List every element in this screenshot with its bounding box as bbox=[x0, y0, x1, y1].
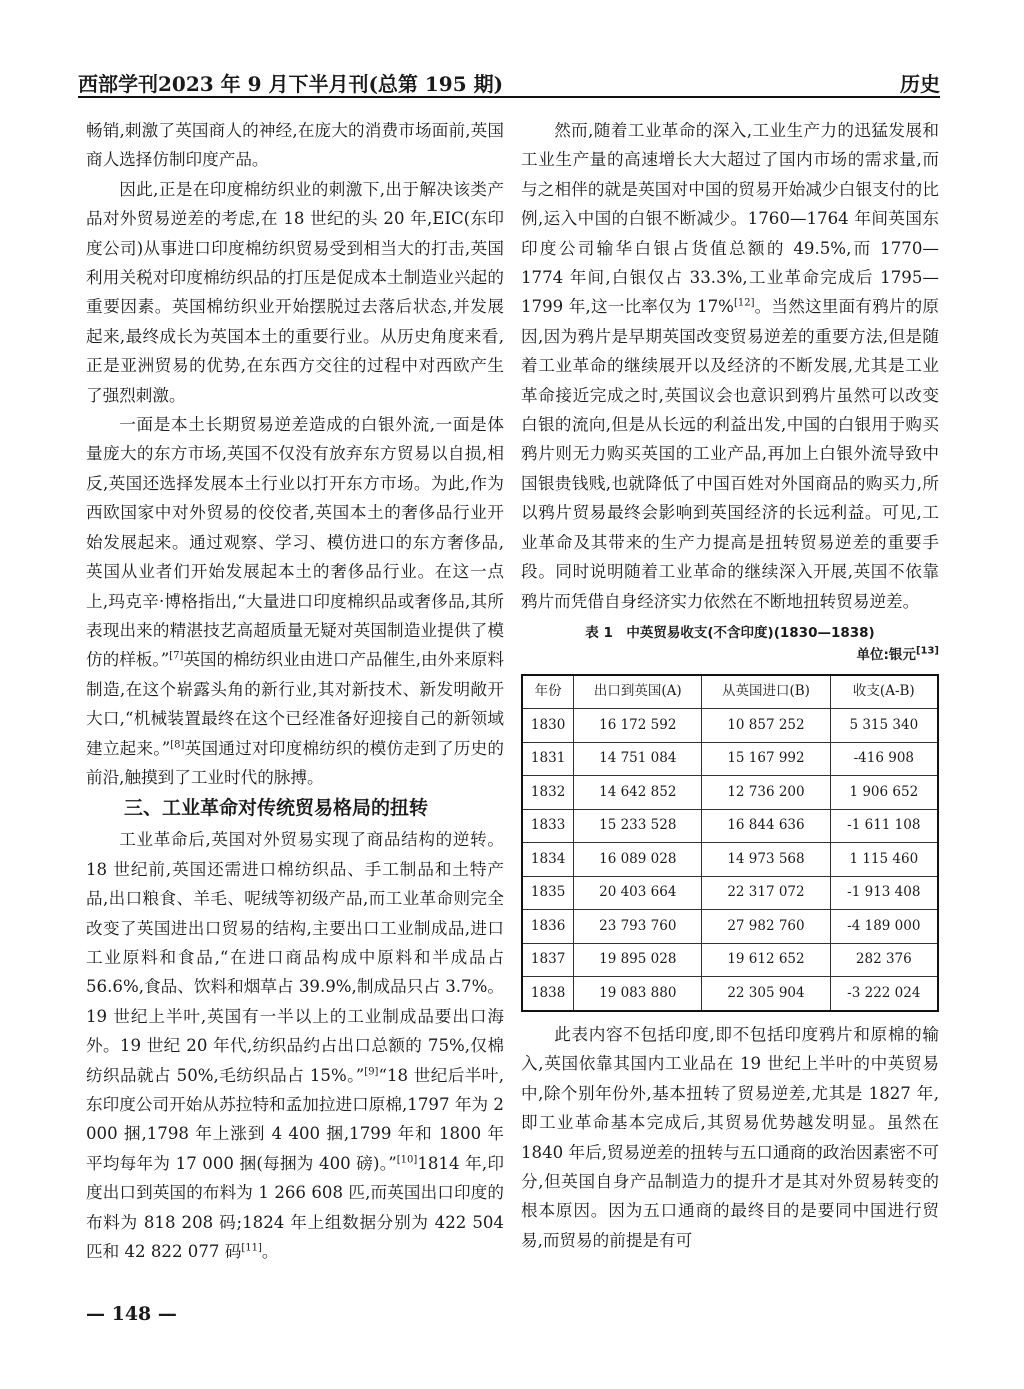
paragraph-text: 英国通过对印度棉纺织的模仿走到了历史的前沿,触摸到了工业时代的脉搏。 bbox=[86, 738, 505, 787]
table-cell: 22 305 904 bbox=[702, 977, 830, 1011]
citation-ref: [8] bbox=[170, 739, 185, 750]
paragraph-text: 1814 年,印度出口到英国的布料为 1 266 608 匹,而英国出口印度的布料为 818 208 码;1824 年上组数据分别为 422 504 匹和 42 822 077 码 bbox=[86, 1153, 504, 1262]
table-cell: -1 611 108 bbox=[830, 809, 938, 843]
table-cell: 5 315 340 bbox=[830, 709, 938, 743]
table-cell: -4 189 000 bbox=[830, 910, 938, 944]
section-label: 历史 bbox=[900, 72, 940, 96]
journal-title: 西部学刊2023 年 9 月下半月刊(总第 195 期) bbox=[78, 72, 504, 96]
paragraph: 畅销,刺激了英国商人的神经,在庞大的消费市场面前,英国商人选择仿制印度产品。 bbox=[86, 121, 504, 170]
table-cell: 1836 bbox=[522, 910, 574, 944]
table-cell: 1835 bbox=[522, 876, 574, 910]
table-cell: 1832 bbox=[522, 776, 574, 810]
table-cell: 1 906 652 bbox=[830, 776, 938, 810]
table-cell: 19 612 652 bbox=[702, 943, 830, 977]
paragraph-text: 然而,随着工业革命的深入,工业生产力的迅猛发展和工业生产量的高速增长大大超过了国内市场的需求量,而与之相伴的就是英国对中国的贸易开始减少白银支付的比例,运入中国的白银不断减少。1760—1764 年间英国东印度公司输华白银占货值总额的 49.5%,而 1770—1774 年间,白银仅占 33.3%,工业革命完成后 1795—1799 年,这一比率仅为 17% bbox=[521, 121, 939, 317]
table-row bbox=[522, 709, 938, 743]
citation-ref: [13] bbox=[915, 645, 939, 657]
table-cell: 10 857 252 bbox=[702, 709, 830, 743]
table-header-row bbox=[522, 675, 938, 709]
left-column bbox=[86, 116, 504, 1266]
table-row bbox=[522, 977, 938, 1011]
table-cell: 15 167 992 bbox=[702, 742, 830, 776]
table-cell: 282 376 bbox=[830, 943, 938, 977]
table-cell: 20 403 664 bbox=[574, 876, 702, 910]
table-cell: 1831 bbox=[522, 742, 574, 776]
table-cell: 1838 bbox=[522, 977, 574, 1011]
paragraph-text: 英国的棉纺织业由进口产品催生,由外来原料制造,在这个崭露头角的新行业,其对新技术、新发明敞开大口,“机械装置最终在这个已经准备好迎接自己的新领域建立起来。” bbox=[86, 650, 505, 758]
trade-balance-table bbox=[521, 674, 939, 1012]
citation-ref: [12] bbox=[733, 297, 755, 309]
table-cell: 15 233 528 bbox=[574, 809, 702, 843]
paragraph-text: 工业革命后,英国对外贸易实现了商品结构的逆转。18 世纪前,英国还需进口棉纺织品、手工制品和土特产品,出口粮食、羊毛、呢绒等初级产品,而工业革命则完全改变了英国进出口贸易的结构,主要出口工业制成品,进口工业原料和食品,“在进口商品构成中原料和半成品占 56.6%,食品、饮料和烟草占 39.9%,制成品只占 3.7%。19 世纪上半叶,英国有一半以上的工业制成品要出口海外。19 世纪 20 年代,纺织品约占出口总额的 75%,仅棉纺织品就占 50%,毛纺织品占 15%。” bbox=[86, 830, 504, 1085]
column-header: 出口到英国(A) bbox=[574, 675, 702, 709]
table-cell: -1 913 408 bbox=[830, 876, 938, 910]
table-caption: 表 1 中英贸易收支(不含印度)(1830—1838) bbox=[585, 624, 875, 641]
column-header: 收支(A-B) bbox=[830, 675, 938, 709]
table-cell: 14 642 852 bbox=[574, 776, 702, 810]
citation-ref: [11] bbox=[241, 1242, 262, 1254]
citation-ref: [9] bbox=[364, 1066, 379, 1078]
paragraph bbox=[521, 116, 939, 616]
table-row bbox=[522, 776, 938, 810]
table-cell: -416 908 bbox=[830, 742, 938, 776]
paragraph-text: 一面是本土长期贸易逆差造成的白银外流,一面是体量庞大的东方市场,英国不仅没有放弃东方贸易以自损,相反,英国还选择发展本土行业以打开东方市场。为此,作为西欧国家中对外贸易的佼佼者,英国本土的奢侈品行业开始发展起来。通过观察、学习、模仿进口的东方奢侈品,英国从业者们开始发展起本土的奢侈品行业。在这一点上,玛克辛·博格指出,“大量进口印度棉织品或奢侈品,其所表现出来的精湛技艺高超质量无疑对英国制造业提供了模仿的样板。” bbox=[86, 415, 504, 670]
citation-ref: [10] bbox=[396, 1154, 418, 1166]
table-cell: 16 844 636 bbox=[702, 809, 830, 843]
table-row bbox=[522, 876, 938, 910]
running-header bbox=[78, 66, 940, 98]
table-cell: 1 115 460 bbox=[830, 843, 938, 877]
column-header: 从英国进口(B) bbox=[702, 675, 830, 709]
table-row bbox=[522, 943, 938, 977]
table-cell: 1834 bbox=[522, 843, 574, 877]
table-cell: 14 973 568 bbox=[702, 843, 830, 877]
table-row bbox=[522, 809, 938, 843]
paragraph-text: 。 bbox=[261, 1242, 279, 1262]
table-cell: 12 736 200 bbox=[702, 776, 830, 810]
paragraph bbox=[86, 825, 504, 1266]
paragraph: 因此,正是在印度棉纺织业的刺激下,出于解决该类产品对外贸易逆差的考虑,在 18 世纪的头 20 年,EIC(东印度公司)从事进口印度棉纺织贸易受到相当大的打击,英国利用关税对印度棉纺织品的打压是促成本土制造业兴起的重要因素。英国棉纺织业开始摆脱过去落后状态,并发展起来,最终成长为英国本土的重要行业。从历史角度来看,正是亚洲贸易的优势,在东西方交往的过程中对西欧产生了强烈刺激。 bbox=[86, 179, 504, 405]
table-unit bbox=[521, 644, 939, 666]
table-cell: 23 793 760 bbox=[574, 910, 702, 944]
table-cell: -3 222 024 bbox=[830, 977, 938, 1011]
table-cell: 1830 bbox=[522, 709, 574, 743]
table-cell: 16 089 028 bbox=[574, 843, 702, 877]
page-number: — 148 — bbox=[86, 1303, 177, 1325]
table-cell: 27 982 760 bbox=[702, 910, 830, 944]
citation-ref: [7] bbox=[169, 650, 184, 662]
paragraph-text: 。当然这里面有鸦片的原因,因为鸦片是早期英国改变贸易逆差的重要方法,但是随着工业革命的继续展开以及经济的不断发展,尤其是工业革命接近完成之时,英国议会也意识到鸦片虽然可以改变白银的流向,但是从长远的利益出发,中国的白银用于购买鸦片则无力购买英国的工业产品,再加上白银外流导致中国银贵钱贱,也就降低了中国百姓对外国商品的购买力,所以鸦片贸易最终会影响到英国经济的长远利益。可见,工业革命及其带来的生产力提高是扭转贸易逆差的重要手段。同时说明随着工业革命的继续深入开展,英国不依靠鸦片而凭借自身经济实力依然在不断地扭转贸易逆差。 bbox=[521, 297, 940, 611]
table-cell: 22 317 072 bbox=[702, 876, 830, 910]
table-cell: 14 751 084 bbox=[574, 742, 702, 776]
table-cell: 1833 bbox=[522, 809, 574, 843]
table-row bbox=[522, 742, 938, 776]
table-unit-text: 单位:银元 bbox=[856, 646, 916, 663]
paragraph: 此表内容不包括印度,即不包括印度鸦片和原棉的输入,英国依靠其国内工业品在 19 世纪上半叶的中英贸易中,除个别年份外,基本扭转了贸易逆差,尤其是 1827 年,即工业革命基本完成后,其贸易优势越发明显。虽然在 1840 年后,贸易逆差的扭转与五口通商的政治因素密不可分,但英国自身产品制造力的提升才是其对外贸易转变的根本原因。因为五口通商的最终目的是要同中国进行贸易,而贸易的前提是有可 bbox=[521, 1024, 939, 1250]
table-row bbox=[522, 910, 938, 944]
column-header: 年份 bbox=[522, 675, 574, 709]
paragraph bbox=[86, 410, 504, 792]
table-cell: 1837 bbox=[522, 943, 574, 977]
right-column bbox=[521, 116, 939, 1255]
section-heading: 三、工业革命对传统贸易格局的扭转 bbox=[124, 797, 429, 820]
paragraph-text: “18 世纪后半叶,东印度公司开始从苏拉特和孟加拉进口原棉,1797 年为 2 000 捆,1798 年上涨到 4 400 捆,1799 年和 1800 年平均每年为 17 000 捆(每捆为 400 磅)。” bbox=[86, 1065, 504, 1173]
table-cell: 19 083 880 bbox=[574, 977, 702, 1011]
table-cell: 19 895 028 bbox=[574, 943, 702, 977]
table-row bbox=[522, 843, 938, 877]
table-cell: 16 172 592 bbox=[574, 709, 702, 743]
